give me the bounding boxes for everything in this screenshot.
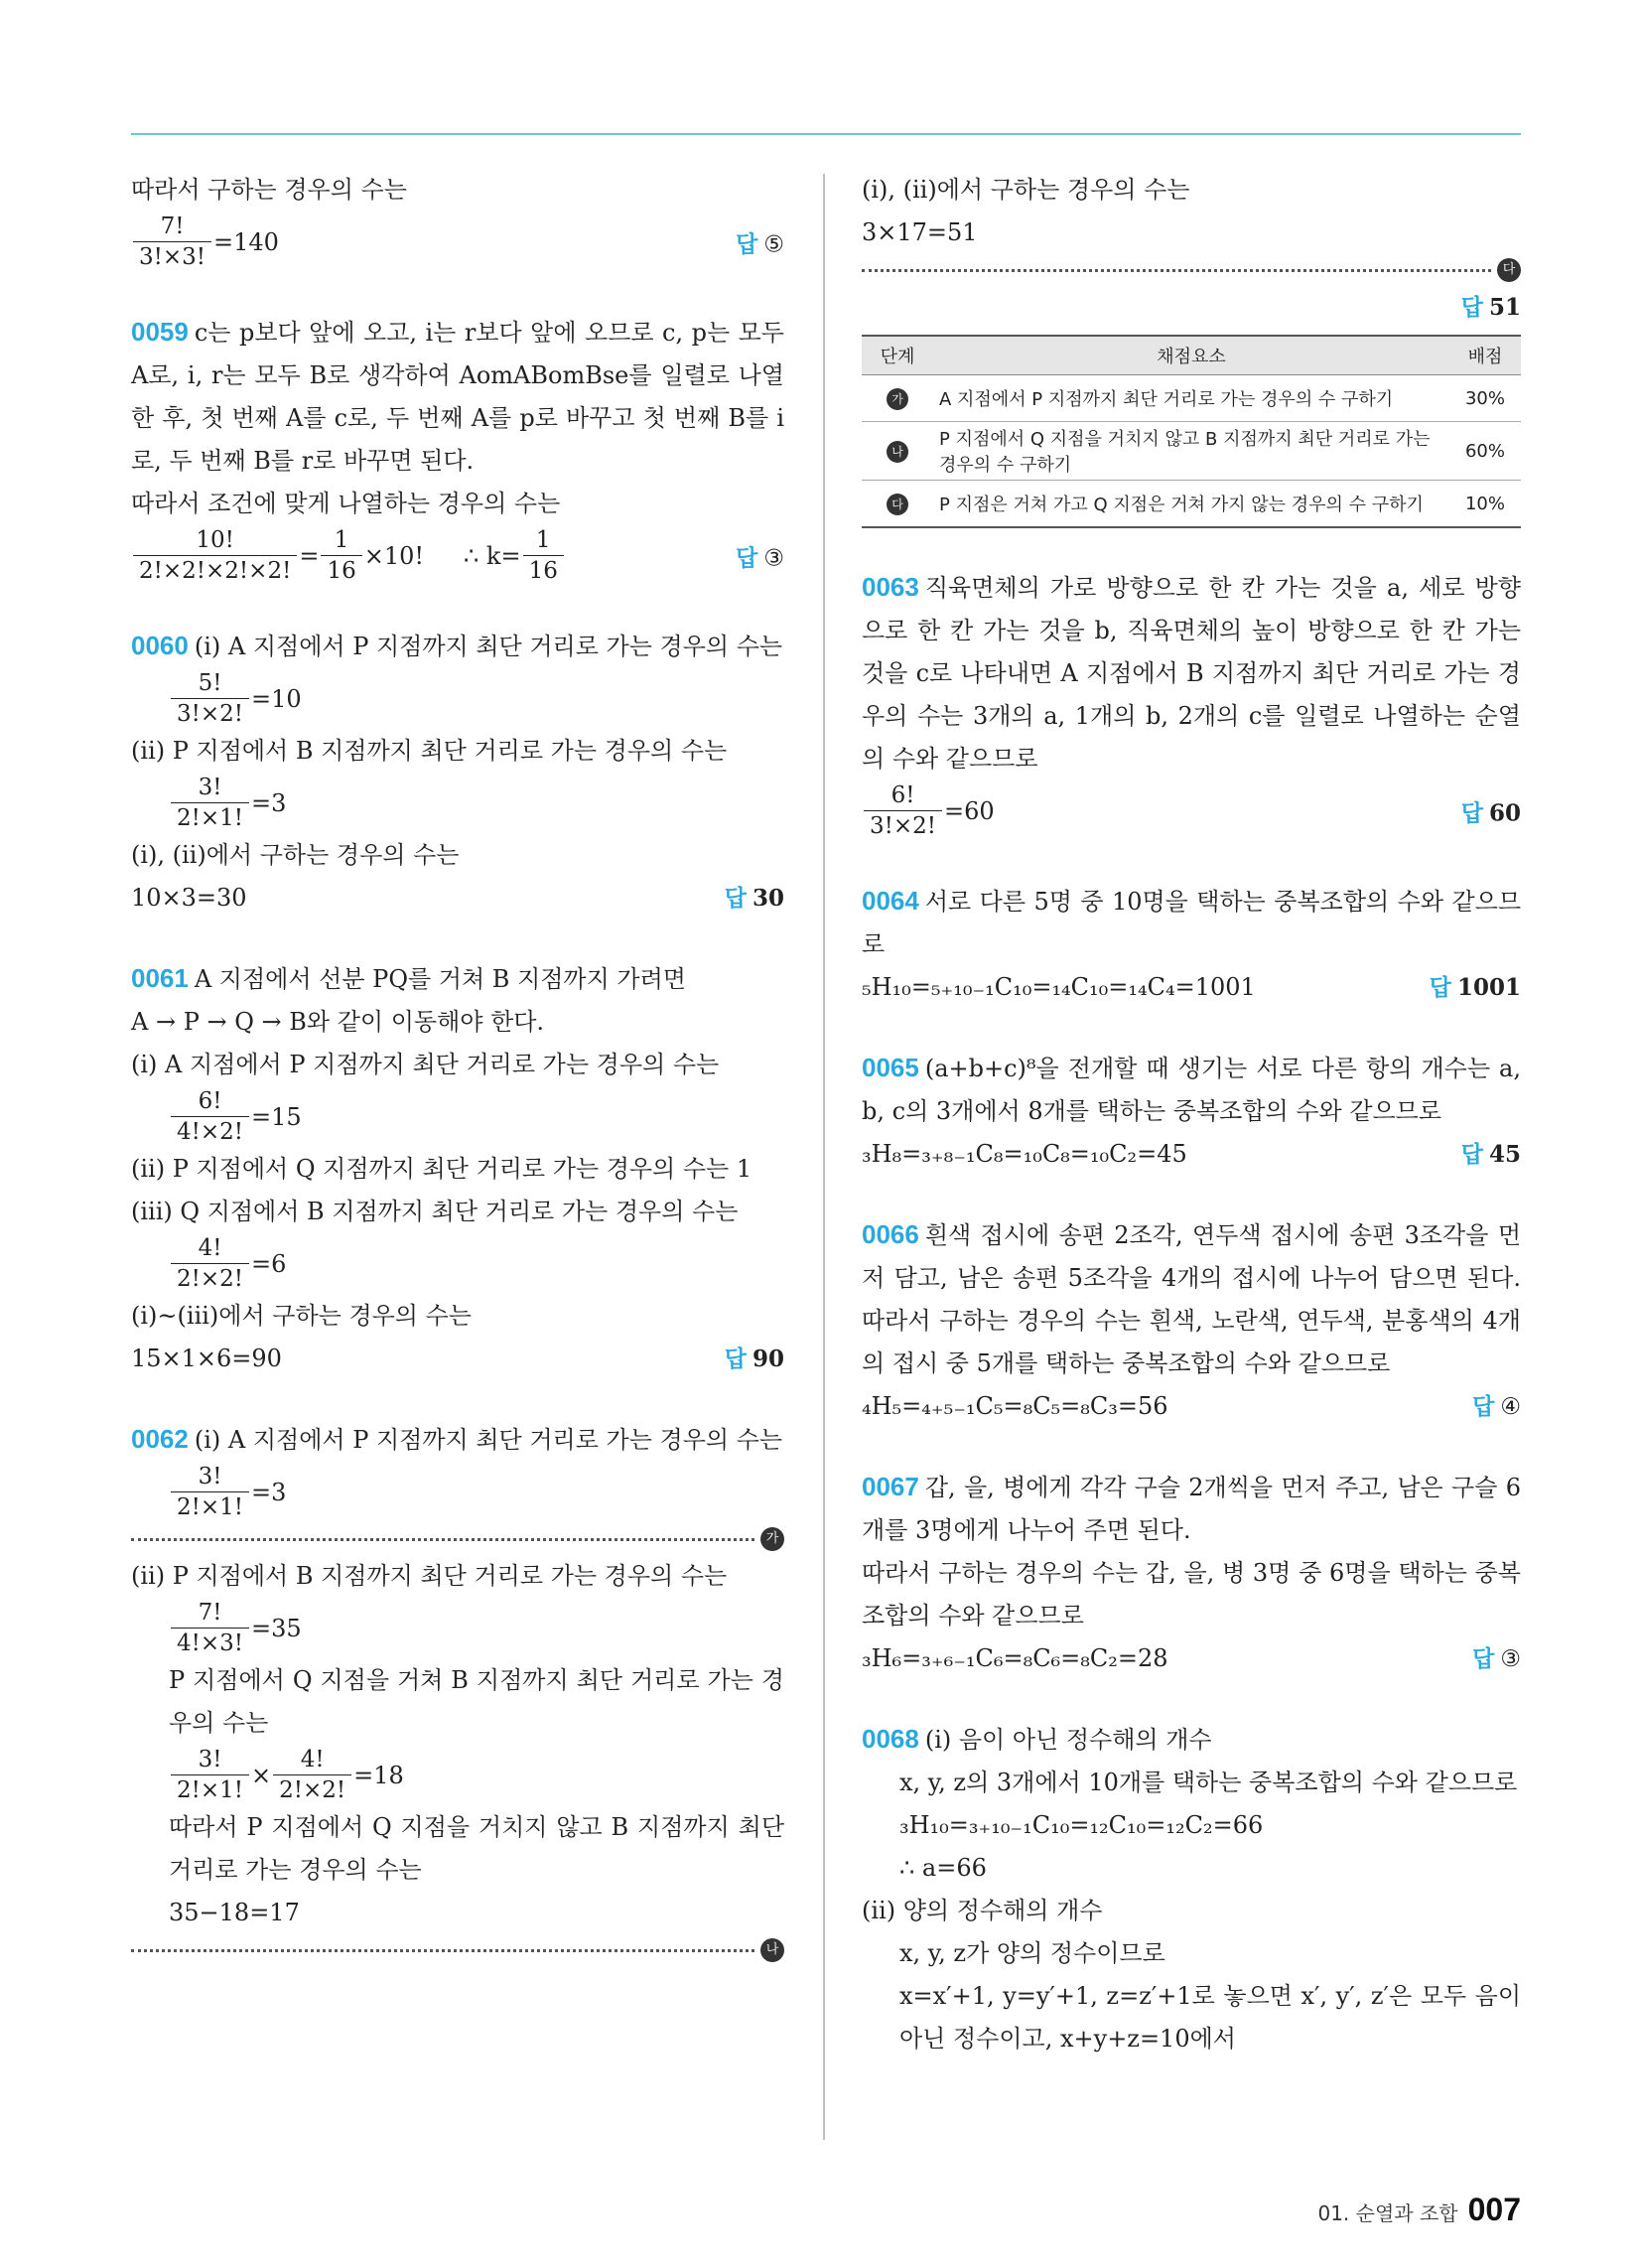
problem-0066: 0066 흰색 접시에 송편 2조각, 연두색 접시에 송편 3조각을 먼저 담고, 남은 송편 5조각을 4개의 접시에 나누어 담으면 된다. 따라서 구하는 경우의 수는 흰색, 노란색, 연두색, 분홍색의 4개의 접시 중 5개를 택하는 중복조합의 수와 같으므로	[862, 1219, 1521, 1377]
problem-number: 0060	[131, 631, 189, 660]
text-line: (ⅱ) 양의 정수해의 개수	[862, 1897, 1103, 1924]
header-rule	[131, 133, 1521, 135]
right-column	[862, 169, 1521, 2060]
step-mark: 나	[887, 441, 908, 463]
step-mark: 가	[760, 1527, 784, 1551]
result-line: ₄H₅=₄₊₅₋₁C₅=₈C₅=₈C₃=56 답 ④	[862, 1385, 1521, 1428]
table-row: 다 P 지점은 거쳐 가고 Q 지점은 거쳐 가지 않는 경우의 수 구하기 10%	[862, 481, 1521, 528]
page-footer	[1317, 2192, 1521, 2228]
problem-number: 0062	[131, 1424, 189, 1454]
problem-0061: 0061 A 지점에서 선분 PQ를 거쳐 B 지점까지 가려면	[131, 963, 686, 993]
problem-number: 0067	[862, 1472, 919, 1501]
problem-number: 0061	[131, 963, 189, 993]
text-line: x, y, z의 3개에서 10개를 택하는 중복조합의 수와 같으므로	[899, 1769, 1518, 1796]
text-line: (ⅰ) A 지점에서 P 지점까지 최단 거리로 가는 경우의 수는	[131, 1051, 720, 1078]
text-line: ₃H₁₀=₃₊₁₀₋₁C₁₀=₁₂C₁₀=₁₂C₂=66	[899, 1811, 1264, 1839]
problem-0059: 0059 c는 p보다 앞에 오고, i는 r보다 앞에 오므로 c, p는 모두 A로, i, r는 모두 B로 생각하여 AomABomBse를 일렬로 나열한 후, 첫 번째 A를 c로, 두 번째 A를 p로 바꾸고 첫 번째 B를 i로, 두 번째 B를 r로 바꾸면 된다.	[131, 317, 784, 475]
result-line: 10×3=30 답 30	[131, 877, 784, 920]
text-line: (ⅰ)~(ⅲ)에서 구하는 경우의 수는	[131, 1302, 472, 1330]
page-number: 007	[1467, 2192, 1521, 2227]
problem-0068: 0068 (ⅰ) 음이 아닌 정수해의 개수	[862, 1724, 1212, 1754]
step-mark: 다	[1497, 258, 1521, 282]
answer-0064: 답 1001	[1429, 973, 1521, 1001]
table-header: 단계	[862, 336, 933, 375]
problem-number: 0068	[862, 1724, 919, 1754]
result-line	[862, 286, 1521, 329]
text-line: x, y, z가 양의 정수이므로	[899, 1939, 1165, 1967]
text-line: (ⅰ), (ⅱ)에서 구하는 경우의 수는	[862, 176, 1190, 204]
formula-0059: $\frac{10!}{2!\times 2!\times 2!\times 2!}$ = $\frac{1}{16}$ ×10! ∴ k= $\frac{1}{16}$ 답 ③	[131, 525, 784, 587]
step-mark: 나	[760, 1938, 784, 1962]
step-separator-da	[862, 258, 1521, 282]
table-header: 채점요소	[933, 336, 1449, 375]
step-mark: 가	[887, 388, 908, 410]
problem-number: 0059	[131, 317, 189, 347]
formula: $\frac{4!}{2!\times 2!}$ =6	[131, 1233, 784, 1295]
answer-0059: 답 ③	[736, 544, 784, 572]
intro-line: 따라서 구하는 경우의 수는	[131, 176, 407, 204]
problem-0062: 0062 (ⅰ) A 지점에서 P 지점까지 최단 거리로 가는 경우의 수는	[131, 1424, 783, 1454]
text-line: 35−18=17	[169, 1899, 300, 1926]
step-separator-na	[131, 1938, 784, 1962]
text-line: x=x′+1, y=y′+1, z=z′+1로 놓으면 x′, y′, z′은 모두 음이 아닌 정수이고, x+y+z=10에서	[899, 1982, 1521, 2053]
result-line: ₃H₆=₃₊₆₋₁C₆=₈C₆=₈C₂=28 답 ③	[862, 1637, 1521, 1680]
text-line: A → P → Q → B와 같이 이동해야 한다.	[131, 1008, 545, 1036]
text-line: 3×17=51	[862, 218, 978, 246]
intro-formula: $\frac{7!}{3!\times 3!}$ =140 답 ⑤	[131, 212, 784, 273]
text-line: P 지점에서 Q 지점을 거쳐 B 지점까지 최단 거리로 가는 경우의 수는	[169, 1666, 784, 1737]
answer-0063: 답 60	[1460, 799, 1521, 827]
answer-0060: 답 30	[724, 884, 784, 912]
problem-number: 0063	[862, 572, 919, 602]
text-line: (ⅱ) P 지점에서 B 지점까지 최단 거리로 가는 경우의 수는	[131, 1562, 728, 1590]
problem-0067: 0067 갑, 을, 병에게 각각 구슬 2개씩을 먼저 주고, 남은 구슬 6개를 3명에게 나누어 주면 된다.	[862, 1472, 1521, 1544]
formula: $\frac{6!}{4!\times 2!}$ =15	[131, 1086, 784, 1148]
problem-number: 0066	[862, 1219, 919, 1249]
step-mark: 다	[887, 494, 908, 515]
problem-number: 0065	[862, 1053, 919, 1082]
text-line: 따라서 조건에 맞게 나열하는 경우의 수는	[131, 490, 561, 517]
formula: $\frac{3!}{2!\times 1!}$ =3	[131, 773, 784, 834]
problem-0060: 0060 (ⅰ) A 지점에서 P 지점까지 최단 거리로 가는 경우의 수는	[131, 631, 783, 660]
answer-0061: 답 90	[724, 1345, 784, 1372]
result-line: ₅H₁₀=₅₊₁₀₋₁C₁₀=₁₄C₁₀=₁₄C₄=1001 답 1001	[862, 966, 1521, 1009]
text-line: 따라서 구하는 경우의 수는 갑, 을, 병 3명 중 6명을 택하는 중복조합의 수와 같으므로	[862, 1559, 1521, 1630]
formula: $\frac{5!}{3!\times 2!}$ =10	[131, 668, 784, 730]
text-line: (ⅲ) Q 지점에서 B 지점까지 최단 거리로 가는 경우의 수는	[131, 1198, 739, 1225]
answer-intro: 답 ⑤	[736, 230, 784, 258]
column-divider	[823, 174, 825, 2140]
problem-0063: 0063 직육면체의 가로 방향으로 한 칸 가는 것을 a, 세로 방향으로 한 칸 가는 것을 b, 직육면체의 높이 방향으로 한 칸 가는 것을 c로 나타내면 A 지점에서 B 지점까지 최단 거리로 가는 경우의 수는 3개의 a, 1개의 b, 2개의 c를 일렬로 나열하는 순열의 수와 같으므로	[862, 572, 1521, 773]
problem-0064: 0064 서로 다른 5명 중 10명을 택하는 중복조합의 수와 같으므로	[862, 886, 1521, 958]
result-line: ₃H₈=₃₊₈₋₁C₈=₁₀C₈=₁₀C₂=45 답 45	[862, 1133, 1521, 1176]
formula: $\frac{3!}{2!\times 1!}$ =3	[131, 1462, 784, 1523]
step-separator-ga	[131, 1527, 784, 1551]
text-line: (ⅰ), (ⅱ)에서 구하는 경우의 수는	[131, 841, 460, 869]
result-line: 15×1×6=90 답 90	[131, 1338, 784, 1380]
left-column	[131, 169, 784, 1966]
formula: $\frac{7!}{4!\times 3!}$ =35	[131, 1598, 784, 1659]
chapter-title: 01. 순열과 조합	[1317, 2201, 1458, 2225]
answer-0062: 답 51	[1460, 293, 1521, 321]
table-header: 배점	[1449, 336, 1521, 375]
table-row: 가 A 지점에서 P 지점까지 최단 거리로 가는 경우의 수 구하기 30%	[862, 375, 1521, 422]
table-row: 나 P 지점에서 Q 지점을 거치지 않고 B 지점까지 최단 거리로 가는 경우의 수 구하기 60%	[862, 422, 1521, 481]
scoring-table	[862, 335, 1521, 528]
answer-0066: 답 ④	[1472, 1392, 1521, 1420]
formula-0063: $\frac{6!}{3!\times 2!}$ =60 답 60	[862, 780, 1521, 842]
formula: $\frac{3!}{2!\times 1!}$ × $\frac{4!}{2!\times 2!}$ =18	[131, 1745, 784, 1806]
answer-0067: 답 ③	[1472, 1644, 1521, 1672]
text-line: 따라서 P 지점에서 Q 지점을 거치지 않고 B 지점까지 최단 거리로 가는 경우의 수는	[169, 1813, 784, 1884]
text-line: (ⅱ) P 지점에서 B 지점까지 최단 거리로 가는 경우의 수는	[131, 737, 728, 765]
fraction: $\frac{7!}{3!\times 3!}$	[133, 215, 211, 269]
text-line: (ⅱ) P 지점에서 Q 지점까지 최단 거리로 가는 경우의 수는 1	[131, 1155, 753, 1183]
problem-0065: 0065 (a+b+c)⁸을 전개할 때 생기는 서로 다른 항의 개수는 a, b, c의 3개에서 8개를 택하는 중복조합의 수와 같으므로	[862, 1053, 1521, 1125]
problem-number: 0064	[862, 886, 919, 916]
text-line: ∴ a=66	[899, 1854, 987, 1882]
answer-0065: 답 45	[1460, 1140, 1521, 1168]
